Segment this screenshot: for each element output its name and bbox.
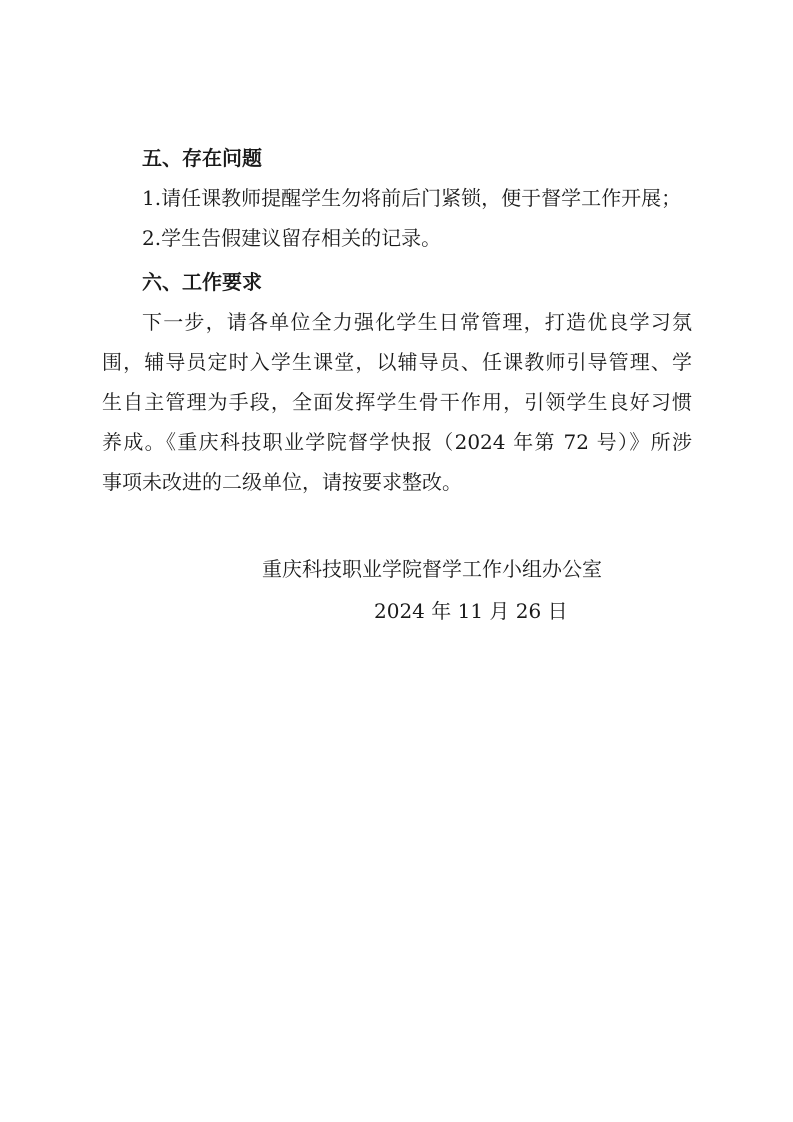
- section-heading: 六、工作要求: [142, 270, 262, 294]
- section-requirements: [102, 262, 692, 502]
- signature-date: 2024 年 11 月 26 日: [374, 599, 568, 623]
- paragraph-line: 围，辅导员定时入学生课堂，以辅导员、任课教师引导管理、学: [102, 350, 692, 374]
- signature-organization: 重庆科技职业学院督学工作小组办公室: [262, 557, 602, 581]
- section-problems: [102, 138, 692, 258]
- section-heading: 五、存在问题: [142, 146, 262, 170]
- paragraph-line: 下一步，请各单位全力强化学生日常管理，打造优良学习氛: [142, 310, 692, 334]
- paragraph-line: 1.请任课教师提醒学生勿将前后门紧锁，便于督学工作开展；: [142, 186, 682, 210]
- paragraph-line: 2.学生告假建议留存相关的记录。: [142, 226, 442, 250]
- document-body: [102, 138, 692, 502]
- paragraph-line: 养成。《重庆科技职业学院督学快报（2024 年第 72 号）》所涉: [102, 430, 692, 454]
- paragraph-line: 生自主管理为手段，全面发挥学生骨干作用，引领学生良好习惯: [102, 390, 692, 414]
- paragraph-line: 事项未改进的二级单位，请按要求整改。: [102, 470, 462, 494]
